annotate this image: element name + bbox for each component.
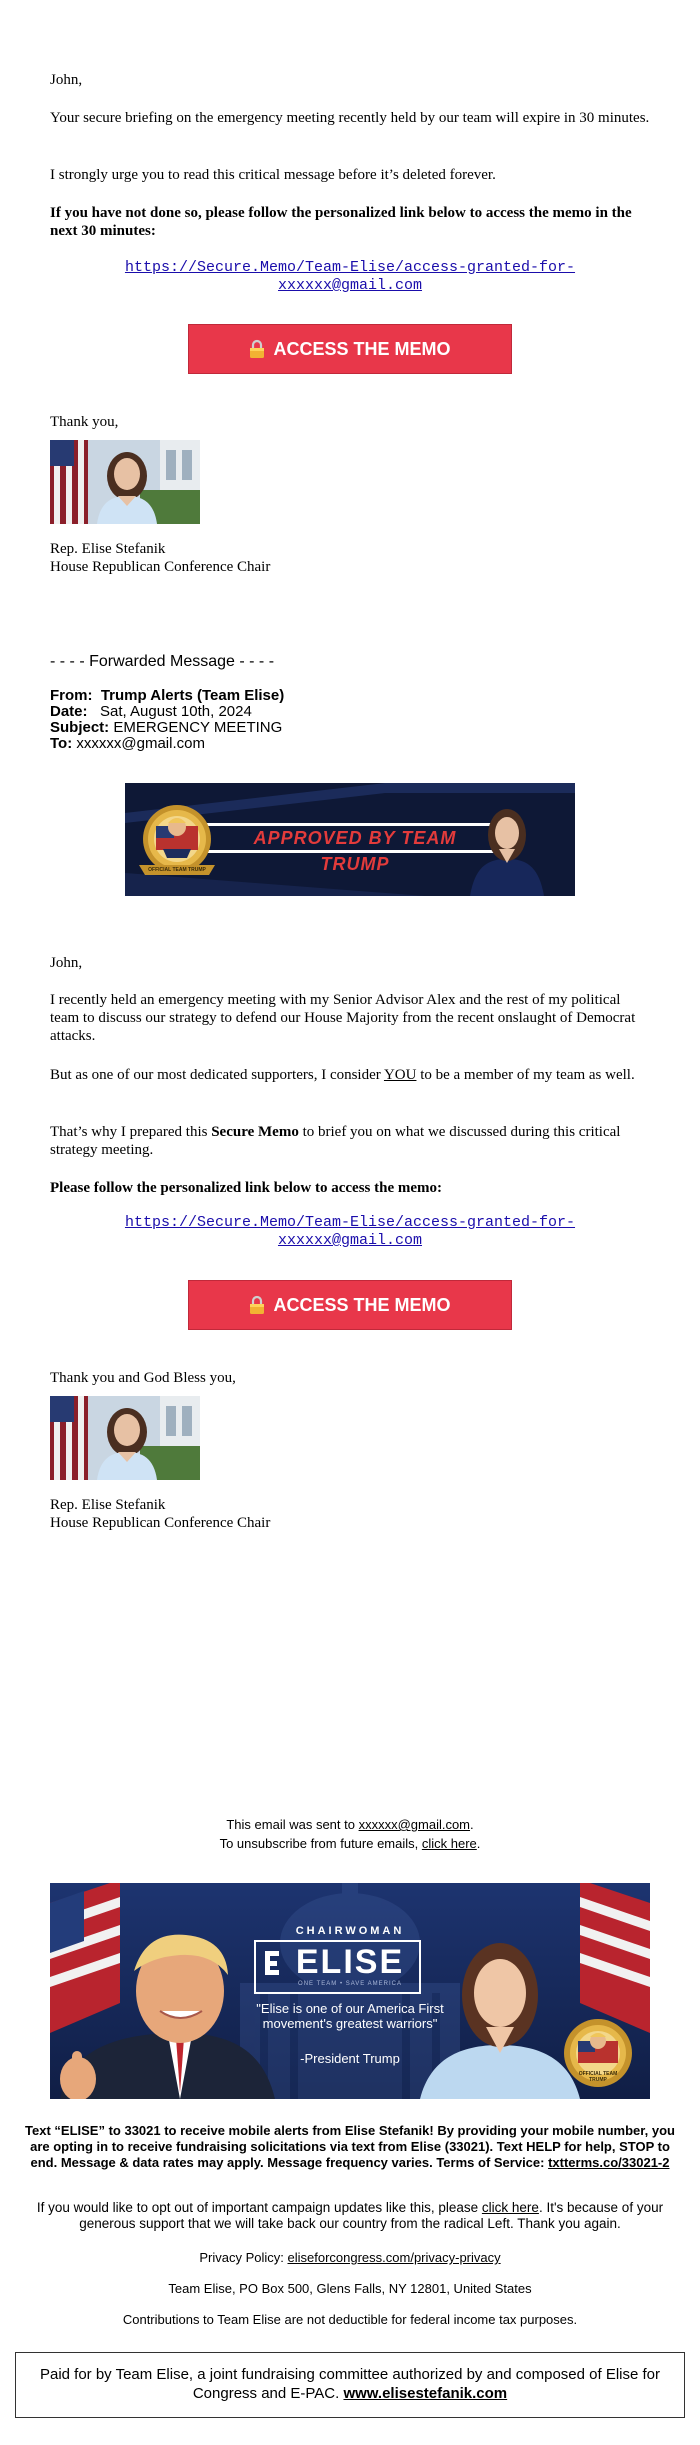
privacy-link[interactable]: eliseforcongress.com/privacy-privacy: [287, 2250, 501, 2265]
signer-photo-2: [50, 1396, 200, 1480]
optout-link[interactable]: click here: [481, 2200, 539, 2215]
from-label: From:: [50, 687, 93, 704]
from-value: Trump Alerts (Team Elise): [100, 687, 285, 704]
signer-name-2: Rep. Elise Stefanik: [50, 1497, 166, 1513]
access-memo-label: ACCESS THE MEMO: [273, 338, 451, 359]
access-memo-label-2: ACCESS THE MEMO: [273, 1294, 451, 1315]
banner-quote: "Elise is one of our America First movement's greatest warriors": [256, 2001, 444, 2031]
sms-text: Text “ELISE” to 33021 to receive mobile alerts from Elise Stefanik! By providing your mobile number, you are opting in to receive fundraising solicitations via text from Elise (33021). Text HELP for help, STOP to end. Message & data rates may apply. Message frequency varies. Terms of Service:: [25, 2123, 675, 2170]
forwarded-greeting: John,: [50, 955, 83, 971]
memo-text-post: to brief you on what we discussed during this critical strategy meeting.: [50, 1124, 621, 1158]
from-row: [50, 688, 650, 704]
subject-row: [50, 720, 650, 736]
signer-portrait-2: [50, 1396, 200, 1480]
banner-elise: ELISE: [295, 1943, 405, 1981]
memo-link-line1: https://Secure.Memo/Team-Elise/access-granted-for-: [124, 259, 576, 276]
banner-seal-text: OFFICIAL TEAM TRUMP: [148, 867, 206, 873]
memo-text-pre: That’s why I prepared this: [50, 1124, 212, 1140]
forwarded-header: - - - - Forwarded Message - - - -: [50, 653, 275, 670]
to-label: To:: [50, 735, 73, 752]
sent-to-period: .: [470, 1817, 474, 1832]
campaign-banner-art: [50, 1883, 650, 2099]
memo-link-2-line2: xxxxxx@gmail.com: [277, 1232, 423, 1249]
campaign-banner[interactable]: [50, 1883, 650, 2099]
signer-title: House Republican Conference Chair: [50, 559, 271, 575]
approved-banner: [125, 783, 575, 896]
sms-terms-link[interactable]: txtterms.co/33021-2: [548, 2155, 670, 2170]
website-link[interactable]: www.elisestefanik.com: [343, 2385, 508, 2402]
thanks-text: Thank you,: [50, 414, 119, 430]
date-label: Date:: [50, 703, 88, 720]
memo-link-line2: xxxxxx@gmail.com: [277, 277, 423, 294]
memo-link[interactable]: [50, 259, 650, 295]
paid-for-text: Paid for by Team Elise, a joint fundraising committee authorized by and composed of Elise for Congress and E-PAC.: [39, 2366, 661, 2402]
privacy-line: [20, 2250, 680, 2266]
greeting: John,: [50, 72, 83, 88]
supporter-paragraph: [50, 1066, 650, 1084]
banner-chairwoman: CHAIRWOMAN: [295, 1925, 405, 1937]
unsubscribe-line: [20, 1836, 680, 1852]
date-value: Sat, August 10th, 2024: [100, 703, 252, 720]
optout-text-pre: If you would like to opt out of important campaign updates like this, please: [36, 2200, 482, 2215]
forwarded-thanks: Thank you and God Bless you,: [50, 1370, 236, 1386]
optout-paragraph: [20, 2200, 680, 2232]
access-memo-button-2[interactable]: [188, 1280, 512, 1330]
unsubscribe-text: To unsubscribe from future emails,: [219, 1836, 422, 1851]
banner-tagline: ONE TEAM • SAVE AMERICA: [298, 1981, 402, 1987]
optout-text-post: . It's because of your generous support that we will take back our country from the radical Left. Thank you again.: [79, 2200, 664, 2231]
to-row: [50, 736, 650, 752]
banner-seal-text: OFFICIAL TEAM TRUMP: [578, 2071, 618, 2083]
memo-paragraph: [50, 1123, 650, 1159]
tax-disclaimer: Contributions to Team Elise are not deductible for federal income tax purposes.: [122, 2312, 578, 2327]
you-emphasis: YOU: [383, 1067, 417, 1083]
meeting-paragraph: I recently held an emergency meeting with my Senior Advisor Alex and the rest of my political team to discuss our strategy to defend our House Majority from the recent onslaught of Democrat attacks.: [50, 992, 636, 1044]
urge-paragraph: I strongly urge you to read this critical message before it’s deleted forever.: [50, 167, 496, 183]
supporter-text-pre: But as one of our most dedicated supporters, I consider: [50, 1067, 384, 1083]
supporter-text-post: to be a member of my team as well.: [416, 1067, 635, 1083]
unsubscribe-link[interactable]: click here: [421, 1836, 477, 1851]
follow-link-paragraph: Please follow the personalized link below to access the memo:: [50, 1180, 443, 1196]
subject-value: EMERGENCY MEETING: [113, 719, 283, 736]
memo-link-2[interactable]: [50, 1214, 650, 1250]
access-memo-button[interactable]: [188, 324, 512, 374]
secure-memo-emphasis: Secure Memo: [211, 1124, 299, 1140]
banner-attribution: -President Trump: [300, 2051, 400, 2066]
signer-photo: [50, 440, 200, 524]
forwarded-meta: [50, 688, 650, 752]
to-value: xxxxxx@gmail.com: [76, 735, 205, 752]
signer-name: Rep. Elise Stefanik: [50, 541, 166, 557]
date-row: [50, 704, 650, 720]
sent-to-email-link[interactable]: xxxxxx@gmail.com: [358, 1817, 471, 1832]
lock-icon: [249, 1295, 265, 1315]
memo-link-2-line1: https://Secure.Memo/Team-Elise/access-granted-for-: [124, 1214, 576, 1231]
signer-portrait: [50, 440, 200, 524]
privacy-label: Privacy Policy:: [199, 2250, 288, 2265]
address-line: Team Elise, PO Box 500, Glens Falls, NY 12801, United States: [168, 2281, 532, 2296]
banner-title: APPROVED BY TEAM TRUMP: [253, 828, 457, 874]
lock-icon: [249, 339, 265, 359]
signer-title-2: House Republican Conference Chair: [50, 1515, 271, 1531]
sent-to-text: This email was sent to: [226, 1817, 359, 1832]
intro-paragraph: Your secure briefing on the emergency meeting recently held by our team will expire in 30 minutes.: [50, 110, 650, 126]
instruction-paragraph: If you have not done so, please follow the personalized link below to access the memo in the next 30 minutes:: [50, 205, 632, 239]
unsubscribe-period: .: [476, 1836, 481, 1851]
sent-to-line: [20, 1817, 680, 1833]
paid-for-box: [15, 2352, 685, 2418]
subject-label: Subject:: [50, 719, 110, 736]
sms-disclaimer: [20, 2123, 680, 2171]
